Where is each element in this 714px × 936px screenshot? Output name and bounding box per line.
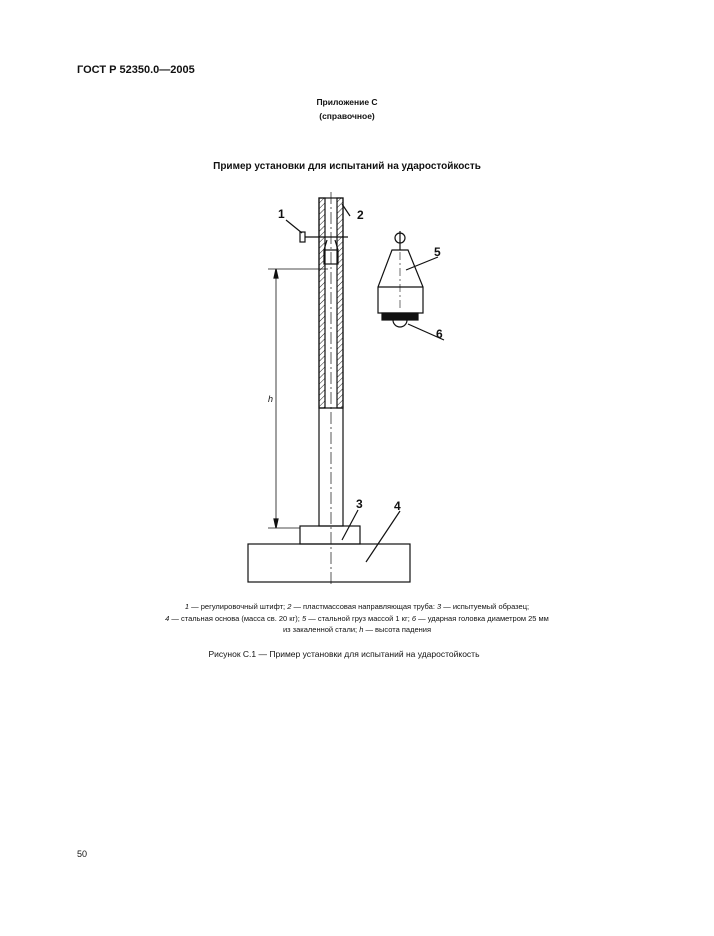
impact-head [382, 313, 418, 320]
legend-line-3: из закаленной стали; h — высота падения [282, 625, 432, 634]
appendix-heading [0, 95, 694, 123]
figure-legend [0, 601, 714, 636]
page-number: 50 [77, 849, 88, 859]
figure-heading: Пример установки для испытаний на ударостойкость [213, 161, 481, 172]
legend-line-1: 1 — регулировочный штифт; 2 — пластмассовая направляющая труба: 3 — испытуемый образец; [184, 602, 530, 611]
label-3: 3 [356, 497, 363, 511]
document-code: ГОСТ Р 52350.0—2005 [77, 64, 195, 76]
label-1: 1 [278, 207, 285, 221]
legend-line-2: 4 — стальная основа (масса св. 20 кг); 5 — стальной груз массой 1 кг; 6 — ударная головка диаметром 25 мм [165, 613, 549, 623]
label-h: h [268, 394, 274, 404]
label-2: 2 [357, 208, 364, 222]
appendix-title: Приложение С [316, 97, 378, 107]
steel-weight [378, 250, 423, 313]
label-5: 5 [434, 245, 441, 259]
steel-base [248, 544, 410, 582]
label-6: 6 [436, 327, 443, 341]
tube-wall-left [319, 198, 325, 408]
tube-wall-right [337, 198, 343, 408]
figure-caption: Рисунок С.1 — Пример установки для испытаний на ударостойкость [208, 649, 480, 659]
adjusting-pin [300, 232, 305, 242]
test-specimen [300, 526, 360, 544]
impact-test-drawing [230, 190, 443, 590]
appendix-subtitle: (справочное) [319, 111, 375, 121]
label-4: 4 [394, 499, 401, 513]
